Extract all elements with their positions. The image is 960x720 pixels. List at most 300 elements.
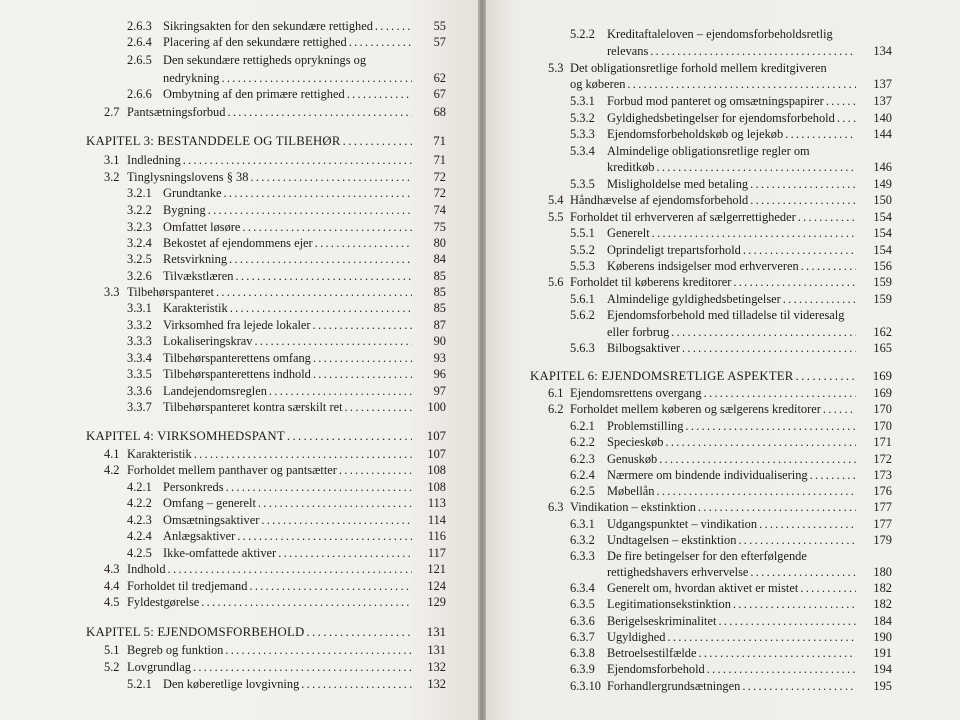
page-number: 154 xyxy=(873,226,892,240)
toc-entry xyxy=(0,350,478,367)
toc-entry xyxy=(486,385,960,402)
toc-entry xyxy=(486,60,960,77)
toc-entry xyxy=(486,483,960,500)
toc-entry xyxy=(486,499,960,516)
section-title-text: Misligholdelse med betaling xyxy=(607,177,749,191)
toc-entry xyxy=(486,176,960,193)
toc-entry xyxy=(0,333,478,350)
toc-entry xyxy=(0,251,478,268)
section-number: 5.1 xyxy=(104,643,120,657)
section-title xyxy=(607,143,856,160)
section-title xyxy=(607,661,856,678)
page-number: 131 xyxy=(426,625,446,639)
page-number: 107 xyxy=(426,429,446,443)
section-title xyxy=(163,202,412,219)
section-number: 5.3.2 xyxy=(570,111,595,125)
section-title-text: Tilbehørspanteret kontra særskilt ret xyxy=(163,400,343,414)
section-title xyxy=(607,629,856,646)
section-number: 5.5.2 xyxy=(570,243,595,257)
page-number: 182 xyxy=(873,581,892,595)
toc-entry xyxy=(0,70,478,87)
toc-entry xyxy=(0,169,478,186)
toc-entry xyxy=(0,495,478,512)
toc-entry xyxy=(0,428,478,445)
section-title xyxy=(163,70,412,87)
toc-entry xyxy=(0,462,478,479)
section-title-text: Forholdet til køberens kreditorer xyxy=(570,275,732,289)
section-number: 3.3.1 xyxy=(127,301,152,315)
toc-entry xyxy=(0,624,478,641)
section-title xyxy=(607,548,856,565)
section-title-text: Møbellån xyxy=(607,484,655,498)
page-number: 170 xyxy=(873,419,892,433)
section-title-text: Forholdet til erhververen af sælgerrettigheder xyxy=(570,210,796,224)
toc-entry xyxy=(486,258,960,275)
page-number: 71 xyxy=(433,153,446,167)
section-title xyxy=(127,284,412,301)
page-number: 140 xyxy=(873,111,892,125)
section-number: 5.5.1 xyxy=(570,226,595,240)
section-title xyxy=(127,659,412,676)
section-title-text: Problemstilling xyxy=(607,419,684,433)
toc-entry xyxy=(486,516,960,533)
section-number: 5.4 xyxy=(548,193,564,207)
section-title xyxy=(607,645,856,662)
toc-entry xyxy=(486,661,960,678)
chapter-heading xyxy=(86,624,412,641)
section-title-text: Legitimationsekstinktion xyxy=(607,597,731,611)
toc-entry xyxy=(0,18,478,35)
toc-entry xyxy=(0,104,478,121)
toc-entry xyxy=(0,594,478,611)
section-number: 6.3.1 xyxy=(570,517,595,531)
section-title xyxy=(127,462,412,479)
section-title xyxy=(163,317,412,334)
section-number: 6.3.10 xyxy=(570,679,601,693)
section-number: 6.3.7 xyxy=(570,630,595,644)
section-number: 5.2.2 xyxy=(570,27,595,41)
section-title-text: Det obligationsretlige forhold mellem kreditgiveren xyxy=(570,61,827,75)
section-number: 3.1 xyxy=(104,153,120,167)
toc-entry xyxy=(486,629,960,646)
section-title xyxy=(163,185,412,202)
page-number: 176 xyxy=(873,484,892,498)
section-title xyxy=(607,613,856,630)
left-page xyxy=(0,0,478,720)
toc-entry xyxy=(486,93,960,110)
section-title-text: Ugyldighed xyxy=(607,630,666,644)
page-number: 100 xyxy=(427,400,446,414)
section-title-text: Den køberetlige lovgivning xyxy=(163,677,300,691)
toc-entry xyxy=(0,512,478,529)
page-number: 80 xyxy=(433,236,446,250)
section-title xyxy=(607,291,856,308)
toc-entry xyxy=(0,219,478,236)
section-title xyxy=(607,483,856,500)
section-title xyxy=(607,580,856,597)
section-title-text: Forholdet til tredjemand xyxy=(127,579,248,593)
section-number: 6.3.3 xyxy=(570,549,595,563)
page-number: 117 xyxy=(427,546,446,560)
section-title xyxy=(607,126,856,143)
section-title xyxy=(163,545,412,562)
toc-entry xyxy=(0,659,478,676)
section-number: 5.6.2 xyxy=(570,308,595,322)
section-number: 5.3 xyxy=(548,61,564,75)
section-title xyxy=(607,176,856,193)
section-number: 5.6.3 xyxy=(570,341,595,355)
toc-entry xyxy=(486,340,960,357)
section-number: 3.3.6 xyxy=(127,384,152,398)
toc-entry xyxy=(486,209,960,226)
section-title-text: Grundtanke xyxy=(163,186,222,200)
section-title xyxy=(163,18,412,35)
section-title xyxy=(163,268,412,285)
section-number: 5.3.3 xyxy=(570,127,595,141)
toc-entry xyxy=(486,580,960,597)
section-title xyxy=(127,446,412,463)
section-title xyxy=(570,274,856,291)
section-title-text: Karakteristik xyxy=(163,301,228,315)
section-title-text: Berigelseskriminalitet xyxy=(607,614,717,628)
section-title xyxy=(163,676,412,693)
section-title xyxy=(163,512,412,529)
section-number: 3.2.6 xyxy=(127,269,152,283)
section-title xyxy=(607,258,856,275)
section-number: 6.2.3 xyxy=(570,452,595,466)
section-number: 3.3.3 xyxy=(127,334,152,348)
toc-entry xyxy=(0,152,478,169)
toc-entry xyxy=(486,225,960,242)
page-number: 144 xyxy=(873,127,892,141)
section-title-text: Personkreds xyxy=(163,480,224,494)
toc-right xyxy=(486,0,960,720)
section-title-text: Generelt om, hvordan aktivet er mistet xyxy=(607,581,799,595)
page-number: 75 xyxy=(433,220,446,234)
section-number: 4.2 xyxy=(104,463,120,477)
section-title-text: Håndhævelse af ejendomsforbehold xyxy=(570,193,749,207)
toc-entry xyxy=(486,26,960,43)
page-number: 85 xyxy=(433,285,446,299)
section-title-text: Tilvækstlæren xyxy=(163,269,234,283)
section-title xyxy=(127,642,412,659)
section-title xyxy=(163,86,412,103)
section-number: 4.2.3 xyxy=(127,513,152,527)
section-title xyxy=(163,495,412,512)
toc-left xyxy=(0,0,478,720)
section-title xyxy=(607,159,856,176)
section-title xyxy=(607,467,856,484)
section-number: 6.2.5 xyxy=(570,484,595,498)
section-title xyxy=(570,209,856,226)
section-title xyxy=(163,528,412,545)
section-title-text: Den sekundære rettigheds opryknings og xyxy=(163,53,367,67)
section-title-text: Nærmere om bindende individualisering xyxy=(607,468,808,482)
toc-entry xyxy=(486,368,960,385)
section-title xyxy=(163,333,412,350)
section-title xyxy=(163,479,412,496)
page-number: 132 xyxy=(427,660,446,674)
section-title xyxy=(607,596,856,613)
page-number: 124 xyxy=(427,579,446,593)
page-number: 62 xyxy=(433,71,446,85)
page-number: 71 xyxy=(433,134,446,148)
section-title-text: Ejendomsforbehold med tilladelse til videresalg xyxy=(607,308,845,322)
section-title-text: Sikringsakten for den sekundære rettighed xyxy=(163,19,373,33)
toc-entry xyxy=(0,545,478,562)
toc-entry xyxy=(0,561,478,578)
section-title-text: Ejendomsrettens overgang xyxy=(570,386,702,400)
page-number: 154 xyxy=(873,243,892,257)
section-title-text: Oprindeligt trepartsforhold xyxy=(607,243,741,257)
page-number: 172 xyxy=(873,452,892,466)
section-title-text: Forbud mod panteret og omsætningspapirer xyxy=(607,94,824,108)
section-number: 6.2.1 xyxy=(570,419,595,433)
section-title-text: Pantsætningsforbud xyxy=(127,105,226,119)
page-number: 87 xyxy=(433,318,446,332)
toc-entry xyxy=(0,86,478,103)
toc-entry xyxy=(0,284,478,301)
toc-entry xyxy=(0,317,478,334)
section-title-text: Bilbogsaktiver xyxy=(607,341,680,355)
toc-entry xyxy=(486,596,960,613)
toc-entry xyxy=(486,548,960,565)
toc-entry xyxy=(486,76,960,93)
section-title xyxy=(607,242,856,259)
section-title xyxy=(163,383,412,400)
section-number: 5.6.1 xyxy=(570,292,595,306)
section-title xyxy=(570,401,856,418)
section-title-text: rettighedshavers erhvervelse xyxy=(607,565,749,579)
section-title xyxy=(127,594,412,611)
section-title xyxy=(570,60,856,77)
section-title-text: Tilbehørspanterettens omfang xyxy=(163,351,311,365)
toc-entry xyxy=(0,300,478,317)
page-number: 159 xyxy=(873,275,892,289)
page-number: 84 xyxy=(433,252,446,266)
section-number: 6.3.8 xyxy=(570,646,595,660)
section-title-text: relevans xyxy=(607,44,649,58)
section-title-text: Ikke-omfattede aktiver xyxy=(163,546,277,560)
section-title-text: Betroelsestilfælde xyxy=(607,646,697,660)
section-title-text: Omfattet løsøre xyxy=(163,220,241,234)
page-number: 74 xyxy=(433,203,446,217)
toc-entry xyxy=(486,143,960,160)
page-number: 132 xyxy=(427,677,446,691)
section-title xyxy=(607,434,856,451)
toc-entry xyxy=(486,110,960,127)
section-title xyxy=(163,34,412,51)
section-title-text: Forhandlergrundsætningen xyxy=(607,679,741,693)
section-number: 3.3 xyxy=(104,285,120,299)
page-number: 146 xyxy=(873,160,892,174)
page-number: 171 xyxy=(873,435,892,449)
section-number: 6.3.2 xyxy=(570,533,595,547)
section-title xyxy=(607,93,856,110)
page-number: 129 xyxy=(427,595,446,609)
section-title-text: Anlægsaktiver xyxy=(163,529,236,543)
page-number: 113 xyxy=(427,496,446,510)
section-number: 2.6.6 xyxy=(127,87,152,101)
toc-entry xyxy=(486,242,960,259)
section-number: 3.2.2 xyxy=(127,203,152,217)
section-title xyxy=(570,499,856,516)
page-number: 184 xyxy=(873,614,892,628)
section-title xyxy=(127,169,412,186)
section-title-text: Vindikation – ekstinktion xyxy=(570,500,696,514)
page-number: 67 xyxy=(433,87,446,101)
section-number: 2.6.5 xyxy=(127,53,152,67)
section-title-text: Bekostet af ejendommens ejer xyxy=(163,236,313,250)
section-title xyxy=(570,385,856,402)
section-number: 3.2.1 xyxy=(127,186,152,200)
section-title-text: Placering af den sekundære rettighed xyxy=(163,35,347,49)
section-title xyxy=(163,235,412,252)
section-title xyxy=(570,192,856,209)
section-number: 6.3.6 xyxy=(570,614,595,628)
section-number: 5.5.3 xyxy=(570,259,595,273)
page-number: 137 xyxy=(873,94,892,108)
toc-entry xyxy=(486,159,960,176)
toc-entry xyxy=(0,202,478,219)
toc-entry xyxy=(486,291,960,308)
page-number: 134 xyxy=(873,44,892,58)
section-title xyxy=(607,532,856,549)
chapter-heading xyxy=(530,368,856,385)
section-number: 3.2 xyxy=(104,170,120,184)
section-number: 3.3.7 xyxy=(127,400,152,414)
toc-entry xyxy=(486,126,960,143)
section-title xyxy=(607,110,856,127)
page-number: 107 xyxy=(427,447,446,461)
page-number: 114 xyxy=(427,513,446,527)
toc-entry xyxy=(0,133,478,150)
page-number: 149 xyxy=(873,177,892,191)
page-number: 72 xyxy=(433,186,446,200)
section-number: 6.2 xyxy=(548,402,564,416)
page-number: 191 xyxy=(873,646,892,660)
toc-entry xyxy=(486,613,960,630)
section-number: 4.5 xyxy=(104,595,120,609)
page-number: 72 xyxy=(433,170,446,184)
page-number: 154 xyxy=(873,210,892,224)
page-number: 85 xyxy=(433,269,446,283)
page-number: 137 xyxy=(873,77,892,91)
toc-entry xyxy=(0,399,478,416)
page-number: 85 xyxy=(433,301,446,315)
section-title xyxy=(607,340,856,357)
section-number: 3.3.5 xyxy=(127,367,152,381)
section-title-text: Almindelige gyldighedsbetingelser xyxy=(607,292,781,306)
section-title-text: Tinglysningslovens § 38 xyxy=(127,170,249,184)
section-title xyxy=(607,564,856,581)
section-number: 3.2.3 xyxy=(127,220,152,234)
section-number: 6.3.5 xyxy=(570,597,595,611)
section-number: 5.2.1 xyxy=(127,677,152,691)
section-title xyxy=(607,225,856,242)
section-title-text: Karakteristik xyxy=(127,447,192,461)
section-number: 5.3.4 xyxy=(570,144,595,158)
section-number: 2.6.3 xyxy=(127,19,152,33)
section-title-text: Lokaliseringskrav xyxy=(163,334,253,348)
page-number: 55 xyxy=(433,19,446,33)
toc-entry xyxy=(486,678,960,695)
page-number: 177 xyxy=(873,517,892,531)
section-number: 5.3.5 xyxy=(570,177,595,191)
page-number: 150 xyxy=(873,193,892,207)
section-title xyxy=(607,516,856,533)
section-title-text: Begreb og funktion xyxy=(127,643,224,657)
section-number: 5.6 xyxy=(548,275,564,289)
section-title-text: Indhold xyxy=(127,562,166,576)
toc-entry xyxy=(486,564,960,581)
section-title-text: Gyldighedsbetingelser for ejendomsforbehold xyxy=(607,111,835,125)
toc-entry xyxy=(0,52,478,69)
section-title-text: Indledning xyxy=(127,153,181,167)
section-title xyxy=(607,451,856,468)
section-title-text: Tilbehørspanteret xyxy=(127,285,214,299)
right-page xyxy=(486,0,960,720)
section-title xyxy=(163,300,412,317)
page-number: 194 xyxy=(873,662,892,676)
toc-entry xyxy=(0,185,478,202)
toc-entry xyxy=(486,401,960,418)
section-title-text: eller forbrug xyxy=(607,325,670,339)
section-title-text: Tilbehørspanterettens indhold xyxy=(163,367,311,381)
page-number: 96 xyxy=(433,367,446,381)
section-title xyxy=(607,307,856,324)
section-number: 5.3.1 xyxy=(570,94,595,108)
section-title-text: Specieskøb xyxy=(607,435,664,449)
section-title-text: KAPITEL 5: EJENDOMSFORBEHOLD xyxy=(86,625,305,639)
section-number: 4.2.2 xyxy=(127,496,152,510)
page-number: 97 xyxy=(433,384,446,398)
section-title xyxy=(127,104,412,121)
chapter-heading xyxy=(86,133,412,150)
section-number: 6.3 xyxy=(548,500,564,514)
toc-entry xyxy=(0,446,478,463)
toc-entry xyxy=(486,532,960,549)
section-title-text: De fire betingelser for den efterfølgende xyxy=(607,549,807,563)
section-title-text: Genuskøb xyxy=(607,452,658,466)
section-title-text: og køberen xyxy=(570,77,626,91)
section-title-text: Landejendomsreglen xyxy=(163,384,267,398)
toc-entry xyxy=(0,34,478,51)
toc-entry xyxy=(486,467,960,484)
section-number: 6.3.9 xyxy=(570,662,595,676)
section-title-text: Omsætningsaktiver xyxy=(163,513,260,527)
page-number: 90 xyxy=(433,334,446,348)
page-number: 169 xyxy=(873,386,892,400)
section-title-text: Ejendomsforbehold xyxy=(607,662,705,676)
section-title-text: KAPITEL 6: EJENDOMSRETLIGE ASPEKTER xyxy=(530,369,794,383)
toc-entry xyxy=(486,434,960,451)
section-title xyxy=(127,561,412,578)
section-title-text: kreditkøb xyxy=(607,160,655,174)
page-number: 165 xyxy=(873,341,892,355)
chapter-heading xyxy=(86,428,412,445)
toc-entry xyxy=(0,235,478,252)
section-number: 3.2.5 xyxy=(127,252,152,266)
toc-entry xyxy=(486,43,960,60)
section-title-text: Udgangspunktet – vindikation xyxy=(607,517,758,531)
page-number: 173 xyxy=(873,468,892,482)
section-title-text: Ombytning af den primære rettighed xyxy=(163,87,345,101)
section-number: 3.3.4 xyxy=(127,351,152,365)
section-number: 2.7 xyxy=(104,105,120,119)
section-number: 4.3 xyxy=(104,562,120,576)
section-number: 3.2.4 xyxy=(127,236,152,250)
